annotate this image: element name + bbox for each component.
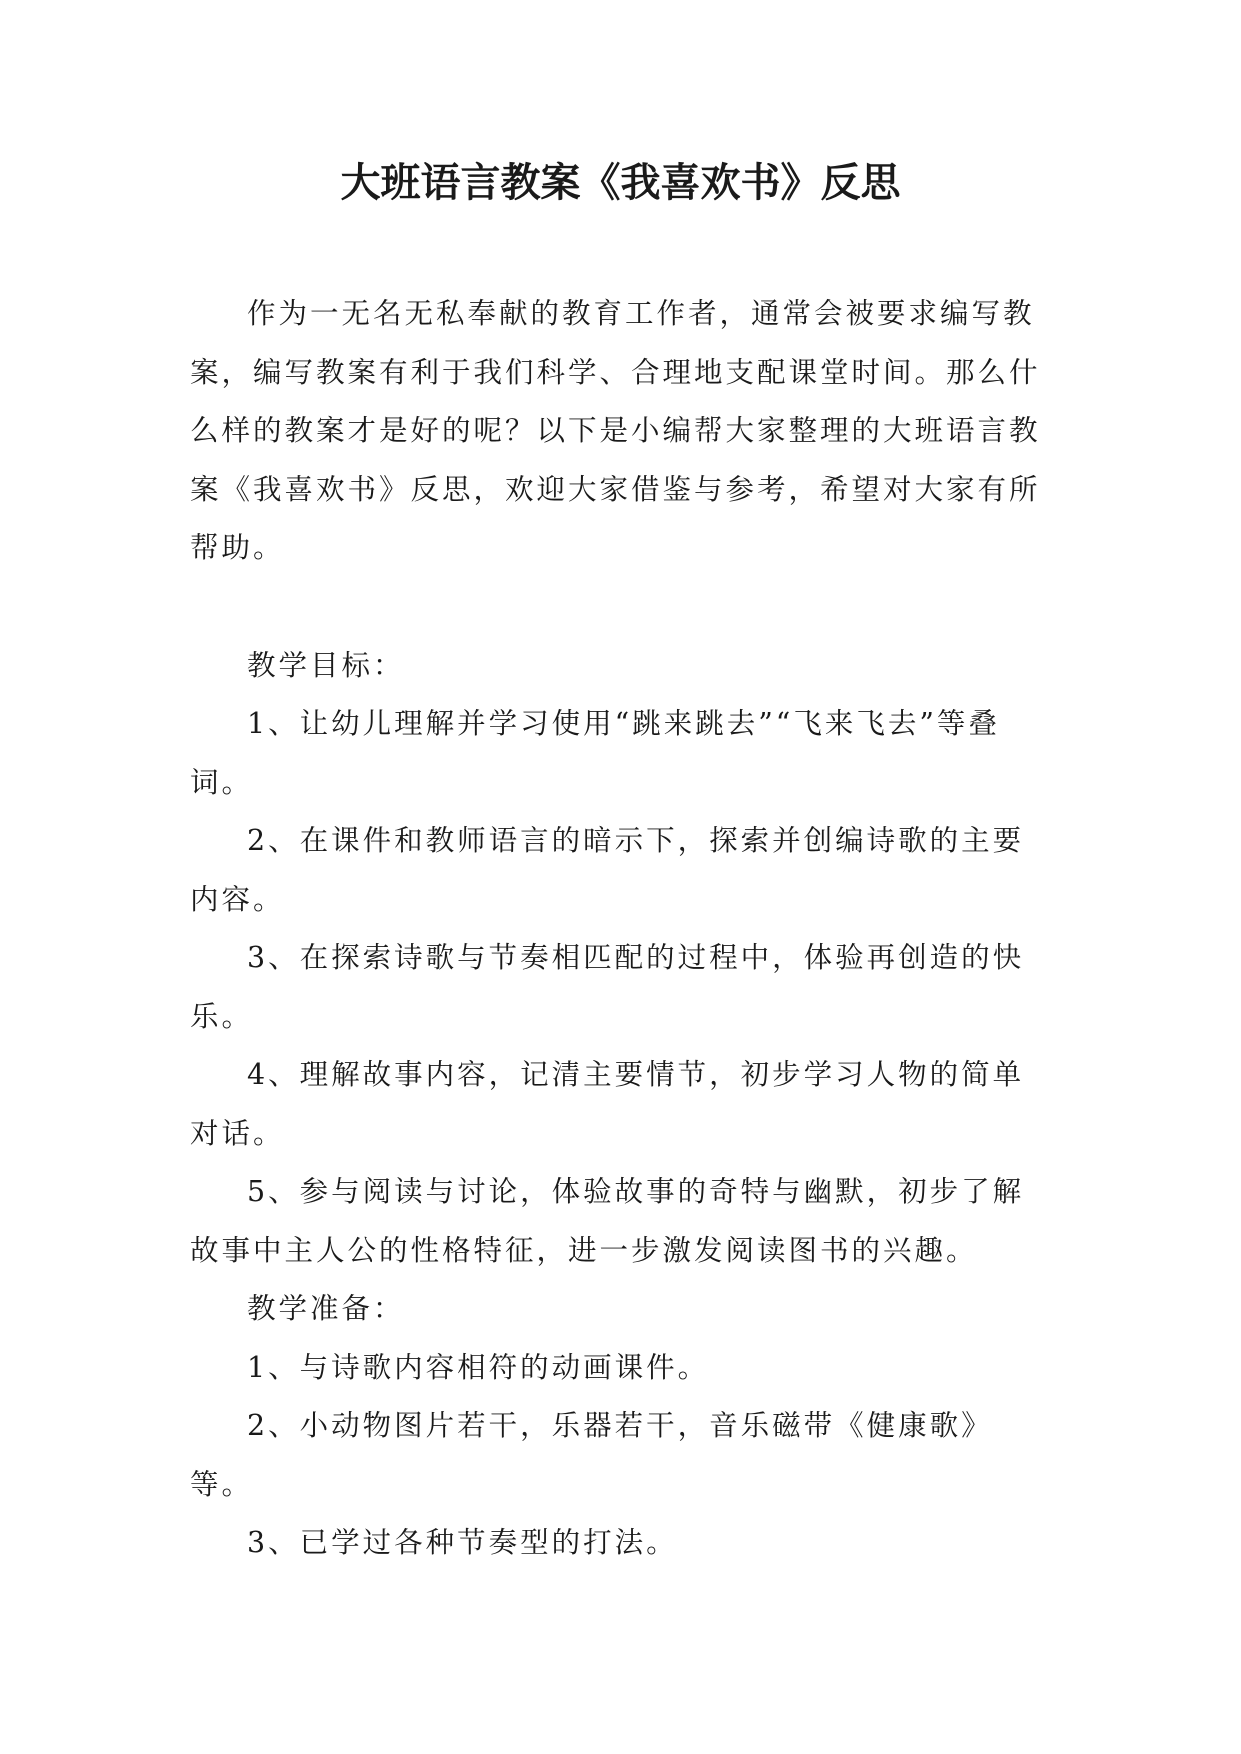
document-body bbox=[190, 285, 1050, 1573]
goal-item: 4、理解故事内容，记清主要情节，初步学习人物的简单对话。 bbox=[190, 1058, 1025, 1150]
document-title: 大班语言教案《我喜欢书》反思 bbox=[340, 160, 901, 206]
prep-heading: 教学准备： bbox=[247, 1292, 405, 1325]
paragraph-spacer bbox=[190, 578, 1050, 637]
goal-item: 2、在课件和教师语言的暗示下，探索并创编诗歌的主要内容。 bbox=[190, 824, 1025, 916]
prep-item: 3、已学过各种节奏型的打法。 bbox=[247, 1526, 678, 1559]
goal-item: 5、参与阅读与讨论，体验故事的奇特与幽默，初步了解故事中主人公的性格特征，进一步激发阅读图书的兴趣。 bbox=[190, 1175, 1025, 1267]
prep-item: 2、小动物图片若干，乐器若干，音乐磁带《健康歌》等。 bbox=[190, 1409, 993, 1501]
goal-item: 1、让幼儿理解并学习使用“跳来跳去”“飞来飞去”等叠词。 bbox=[190, 707, 1000, 799]
goal-item: 3、在探索诗歌与节奏相匹配的过程中，体验再创造的快乐。 bbox=[190, 941, 1025, 1033]
goals-heading: 教学目标： bbox=[247, 648, 405, 682]
intro-paragraph: 作为一无名无私奉献的教育工作者，通常会被要求编写教案，编写教案有利于我们科学、合理地支配课堂时间。那么什么样的教案才是好的呢？以下是小编帮大家整理的大班语言教案《我喜欢书》反思，欢迎大家借鉴与参考，希望对大家有所帮助。 bbox=[190, 297, 1041, 564]
prep-item: 1、与诗歌内容相符的动画课件。 bbox=[247, 1350, 710, 1384]
